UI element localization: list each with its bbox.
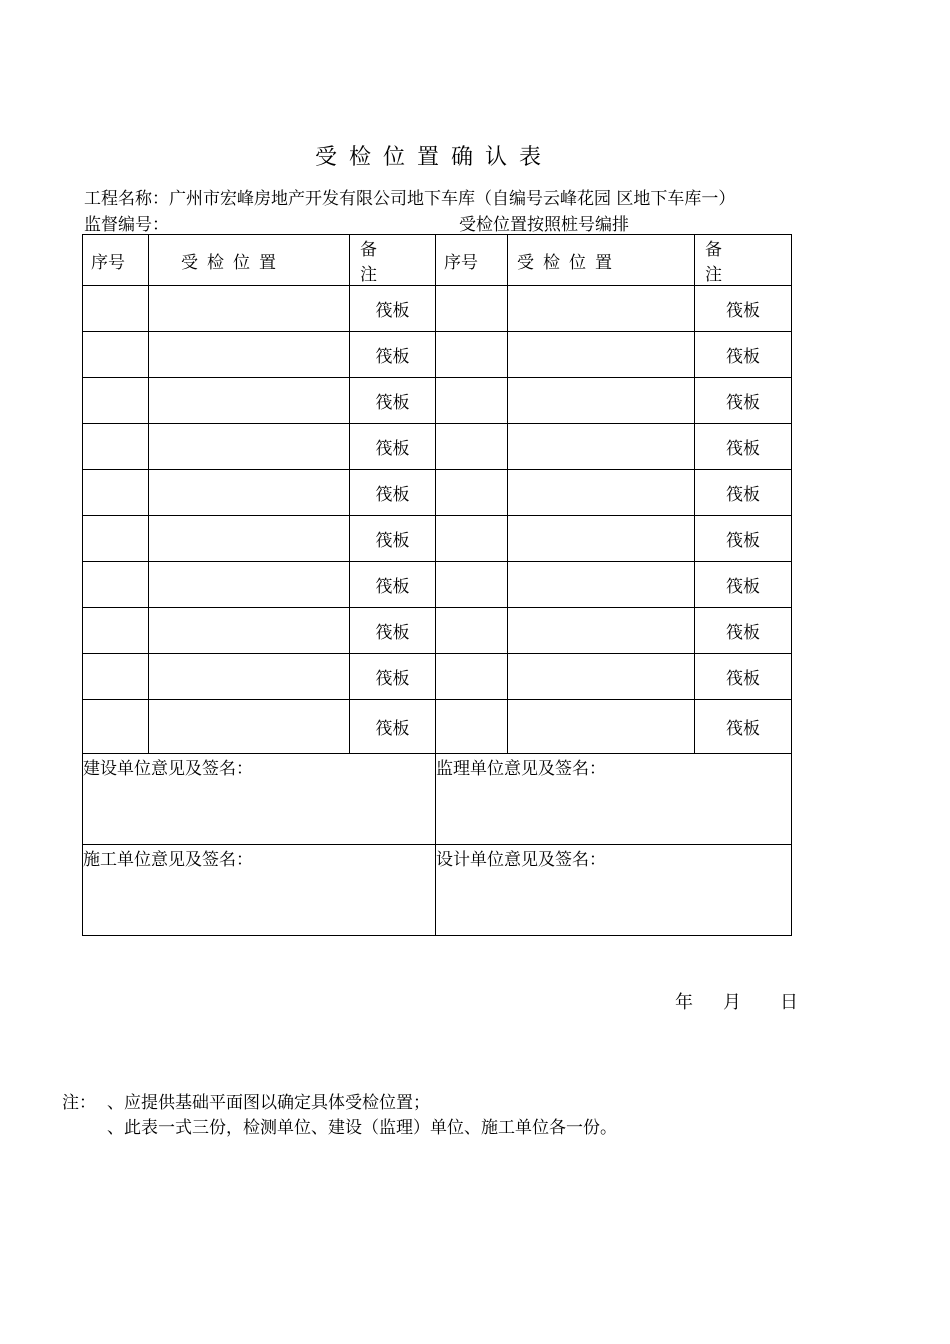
table-row	[83, 654, 792, 700]
cell-location-right[interactable]	[508, 332, 695, 378]
note-item-1: 、应提供基础平面图以确定具体受检位置；	[107, 1093, 430, 1113]
cell-note-right: 筏板	[695, 700, 792, 754]
cell-num-right[interactable]	[436, 654, 508, 700]
cell-note-left: 筏板	[350, 700, 436, 754]
supervision-label: 监督编号：	[84, 215, 169, 235]
cell-num-right[interactable]	[436, 608, 508, 654]
project-line	[84, 184, 735, 209]
cell-num-left[interactable]	[83, 700, 149, 754]
notes-label: 注：	[62, 1093, 96, 1113]
cell-num-right[interactable]	[436, 700, 508, 754]
table-row	[83, 424, 792, 470]
cell-location-right[interactable]	[508, 424, 695, 470]
project-name: 广州市宏峰房地产开发有限公司地下车库（自编号云峰花园 区地下车库一）	[169, 189, 736, 209]
header-location-right: 受检位置	[508, 235, 695, 286]
table-row	[83, 700, 792, 754]
contractor-signature[interactable]: 施工单位意见及签名：	[83, 845, 436, 936]
cell-note-left: 筏板	[350, 378, 436, 424]
cell-location-left[interactable]	[149, 562, 350, 608]
cell-note-left: 筏板	[350, 516, 436, 562]
cell-note-left: 筏板	[350, 654, 436, 700]
cell-note-right: 筏板	[695, 332, 792, 378]
cell-num-right[interactable]	[436, 378, 508, 424]
header-num-left: 序号	[83, 235, 149, 286]
note-item-2: 、此表一式三份，检测单位、建设（监理）单位、施工单位各一份。	[107, 1118, 617, 1138]
cell-num-left[interactable]	[83, 424, 149, 470]
cell-location-left[interactable]	[149, 470, 350, 516]
header-location-left: 受检位置	[149, 235, 350, 286]
header-note-left: 备 注	[350, 235, 436, 286]
cell-num-right[interactable]	[436, 424, 508, 470]
cell-note-right: 筏板	[695, 286, 792, 332]
cell-location-left[interactable]	[149, 700, 350, 754]
cell-location-right[interactable]	[508, 700, 695, 754]
cell-note-right: 筏板	[695, 608, 792, 654]
owner-signature[interactable]: 建设单位意见及签名：	[83, 754, 436, 845]
cell-num-right[interactable]	[436, 332, 508, 378]
cell-location-left[interactable]	[149, 608, 350, 654]
cell-location-right[interactable]	[508, 562, 695, 608]
cell-note-right: 筏板	[695, 562, 792, 608]
table-row	[83, 470, 792, 516]
cell-note-left: 筏板	[350, 470, 436, 516]
cell-num-left[interactable]	[83, 286, 149, 332]
arrangement-note: 受检位置按照桩号编排	[459, 215, 629, 235]
cell-location-left[interactable]	[149, 332, 350, 378]
cell-note-left: 筏板	[350, 424, 436, 470]
inspection-table	[82, 234, 792, 936]
cell-num-left[interactable]	[83, 332, 149, 378]
table-header	[83, 235, 792, 286]
cell-location-left[interactable]	[149, 516, 350, 562]
cell-num-left[interactable]	[83, 378, 149, 424]
cell-num-right[interactable]	[436, 470, 508, 516]
cell-num-right[interactable]	[436, 516, 508, 562]
signature-row-1	[83, 754, 792, 845]
table-row	[83, 332, 792, 378]
designer-signature[interactable]: 设计单位意见及签名：	[436, 845, 792, 936]
cell-location-left[interactable]	[149, 286, 350, 332]
supervisor-signature[interactable]: 监理单位意见及签名：	[436, 754, 792, 845]
cell-note-left: 筏板	[350, 562, 436, 608]
cell-num-right[interactable]	[436, 286, 508, 332]
cell-num-right[interactable]	[436, 562, 508, 608]
header-note-right: 备 注	[695, 235, 792, 286]
table-row	[83, 608, 792, 654]
cell-note-right: 筏板	[695, 378, 792, 424]
cell-num-left[interactable]	[83, 608, 149, 654]
table-row	[83, 516, 792, 562]
cell-location-left[interactable]	[149, 424, 350, 470]
cell-location-left[interactable]	[149, 654, 350, 700]
cell-note-left: 筏板	[350, 332, 436, 378]
cell-note-right: 筏板	[695, 424, 792, 470]
cell-note-left: 筏板	[350, 608, 436, 654]
cell-num-left[interactable]	[83, 562, 149, 608]
signature-row-2	[83, 845, 792, 936]
table-row	[83, 562, 792, 608]
cell-note-right: 筏板	[695, 654, 792, 700]
cell-location-right[interactable]	[508, 654, 695, 700]
cell-note-right: 筏板	[695, 516, 792, 562]
project-label: 工程名称：	[84, 189, 169, 209]
date-line	[675, 988, 798, 1014]
cell-location-left[interactable]	[149, 378, 350, 424]
date-year: 年	[675, 992, 693, 1013]
cell-num-left[interactable]	[83, 470, 149, 516]
cell-location-right[interactable]	[508, 378, 695, 424]
table-row	[83, 378, 792, 424]
cell-location-right[interactable]	[508, 608, 695, 654]
cell-num-left[interactable]	[83, 654, 149, 700]
cell-location-right[interactable]	[508, 516, 695, 562]
cell-note-left: 筏板	[350, 286, 436, 332]
date-day: 日	[780, 992, 798, 1013]
cell-num-left[interactable]	[83, 516, 149, 562]
cell-note-right: 筏板	[695, 470, 792, 516]
table-row	[83, 286, 792, 332]
page-title: 受检位置确认表	[314, 145, 553, 170]
cell-location-right[interactable]	[508, 470, 695, 516]
cell-location-right[interactable]	[508, 286, 695, 332]
header-num-right: 序号	[436, 235, 508, 286]
date-month: 月	[723, 992, 741, 1013]
